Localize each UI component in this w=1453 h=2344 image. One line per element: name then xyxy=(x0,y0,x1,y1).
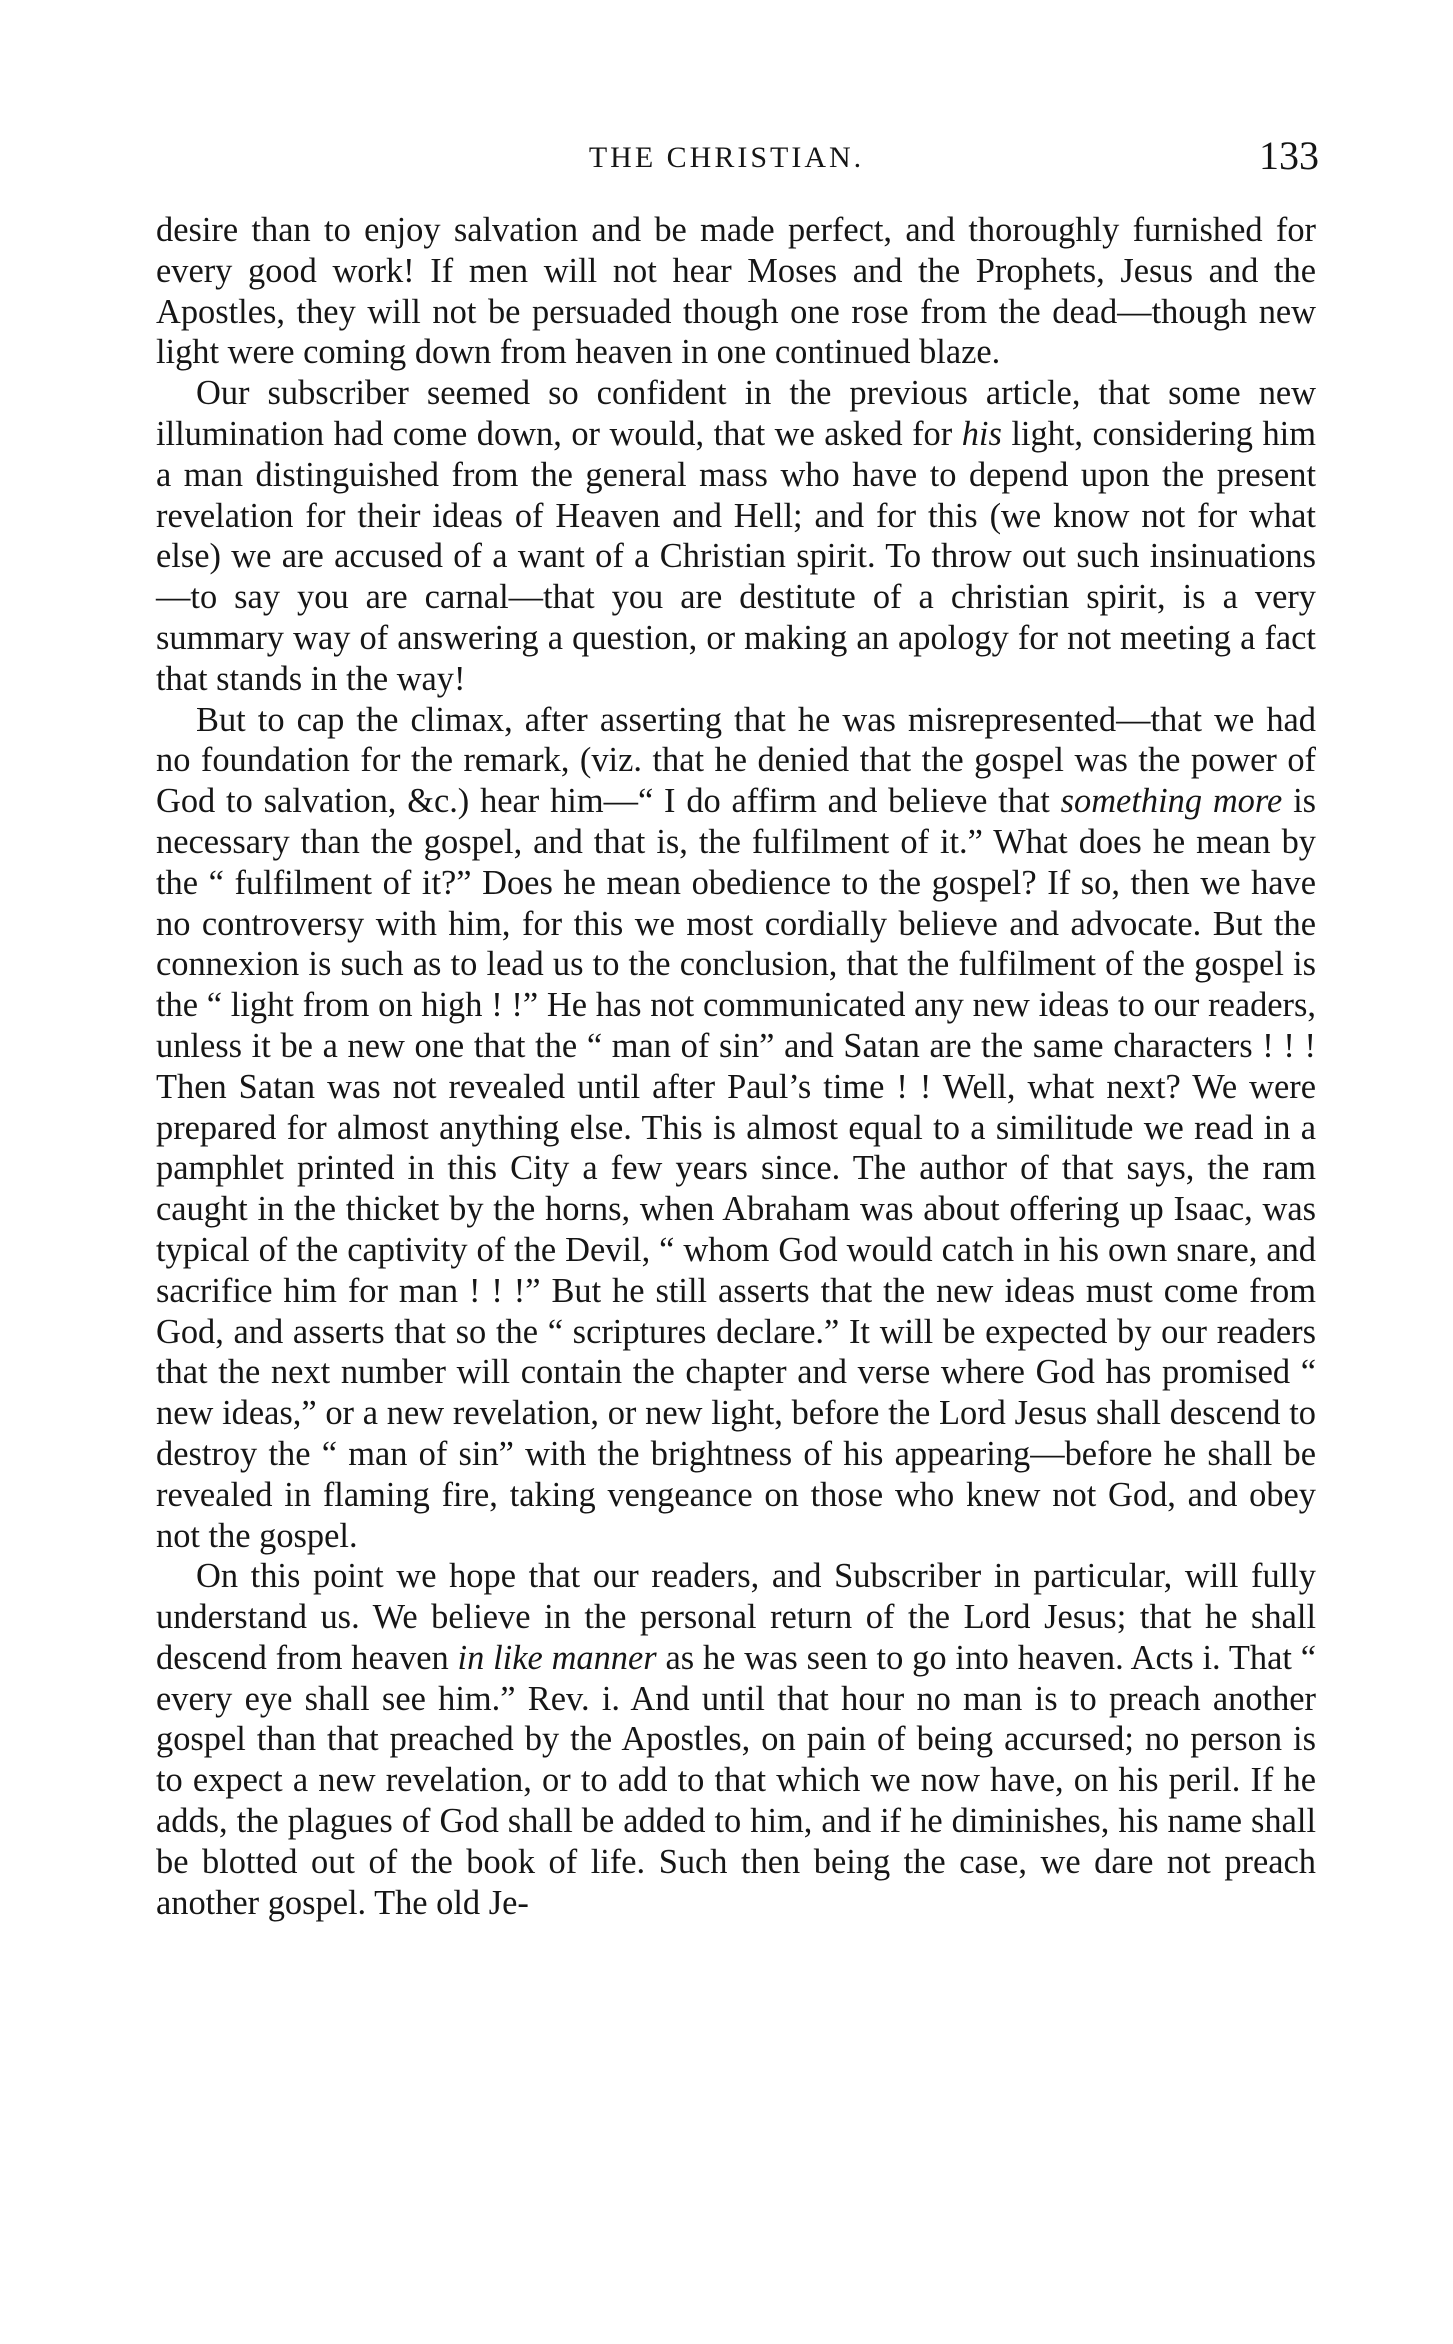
text-run: is necessary than the gospel, and that is, the fulfilment of it.” What does he mean by the “ fulfilment of it?” Does he mean obedience to the gospel? If so, then we have no controversy with him, for this we most cordially believe and advocate. But the connexion is such as to lead us to the conclusion, that the fulfilment of the gospel is the “ light from on high ! !” He has not communicated any new ideas to our readers, unless it be a new one that the “ man of sin” and Satan are the same characters ! ! ! Then Satan was not revealed until after Paul’s time ! ! Well, what next? We were prepared for almost anything else. This is almost equal to a similitude we read in a pamphlet printed in this City a few years since. The author of that says, the ram caught in the thicket by the horns, when Abraham was about offering up Isaac, was typical of the captivity of the Devil, “ whom God would catch in his own snare, and sacrifice him for man ! ! !” But he still asserts that the new ideas must come from God, and asserts that so the “ scriptures declare.” It will be expected by our readers that the next number will contain the chapter and verse where God has promised “ new ideas,” or a new revelation, or new light, before the Lord Jesus shall descend to destroy the “ man of sin” with the brightness of his appearing—before he shall be revealed in flaming fire, taking vengeance on those who knew not God, and obey not the gospel. xyxy=(156,782,1317,1555)
running-head xyxy=(0,132,1453,182)
text-run: Our subscriber seemed so confident in the previous article, that some new illumination had come down, or would, that we asked for xyxy=(156,374,1316,453)
text-run: desire than to enjoy salvation and be made perfect, and thoroughly furnished for every good work! If men will not hear Moses and the Prophets, Jesus and the Apostles, they will not be persuaded though one rose from the dead—though new light were coming down from heaven in one continued blaze. xyxy=(156,211,1316,372)
text-run: as he was seen to go into heaven. Acts i. That “ every eye shall see him.” Rev. i. And until that hour no man is to preach another gospel than that preached by the Apostles, on pain of being accursed; no person is to expect a new revelation, or to add to that which we now have, on his peril. If he adds, the plagues of God shall be added to him, and if he diminishes, his name shall be blotted out of the book of life. Such then being the case, we dare not preach another gospel. The old Je- xyxy=(156,1638,1316,1922)
body-text xyxy=(156,210,1316,1923)
running-title: THE CHRISTIAN. xyxy=(588,141,865,174)
paragraph xyxy=(156,700,1316,1557)
italic-text-run: something more xyxy=(1060,782,1283,821)
text-run: light, considering him a man distinguished from the general mass who have to depend upon the present revelation for their ideas of Heaven and Hell; and for this (we know not for what else) we are accused of a want of a Christian spirit. To throw out such insinuations—to say you are carnal—that you are destitute of a christian spirit, is a very summary way of answering a question, or making an apology for not meeting a fact that stands in the way! xyxy=(156,414,1316,698)
italic-text-run: his xyxy=(961,414,1002,453)
page-number: 133 xyxy=(1259,133,1319,178)
text-run: On this point we hope that our readers, and Subscriber in particular, will fully understand us. We believe in the personal return of the Lord Jesus; that he shall descend from heaven xyxy=(156,1557,1316,1677)
paragraph xyxy=(156,1556,1316,1923)
paragraph xyxy=(156,210,1316,373)
italic-text-run: in like manner xyxy=(457,1638,657,1677)
paragraph xyxy=(156,373,1316,699)
text-run: But to cap the climax, after asserting that he was misrepresented—that we had no foundation for the remark, (viz. that he denied that the gospel was the power of God to salvation, &c.) hear him—“ I do affirm and believe that xyxy=(156,700,1316,821)
